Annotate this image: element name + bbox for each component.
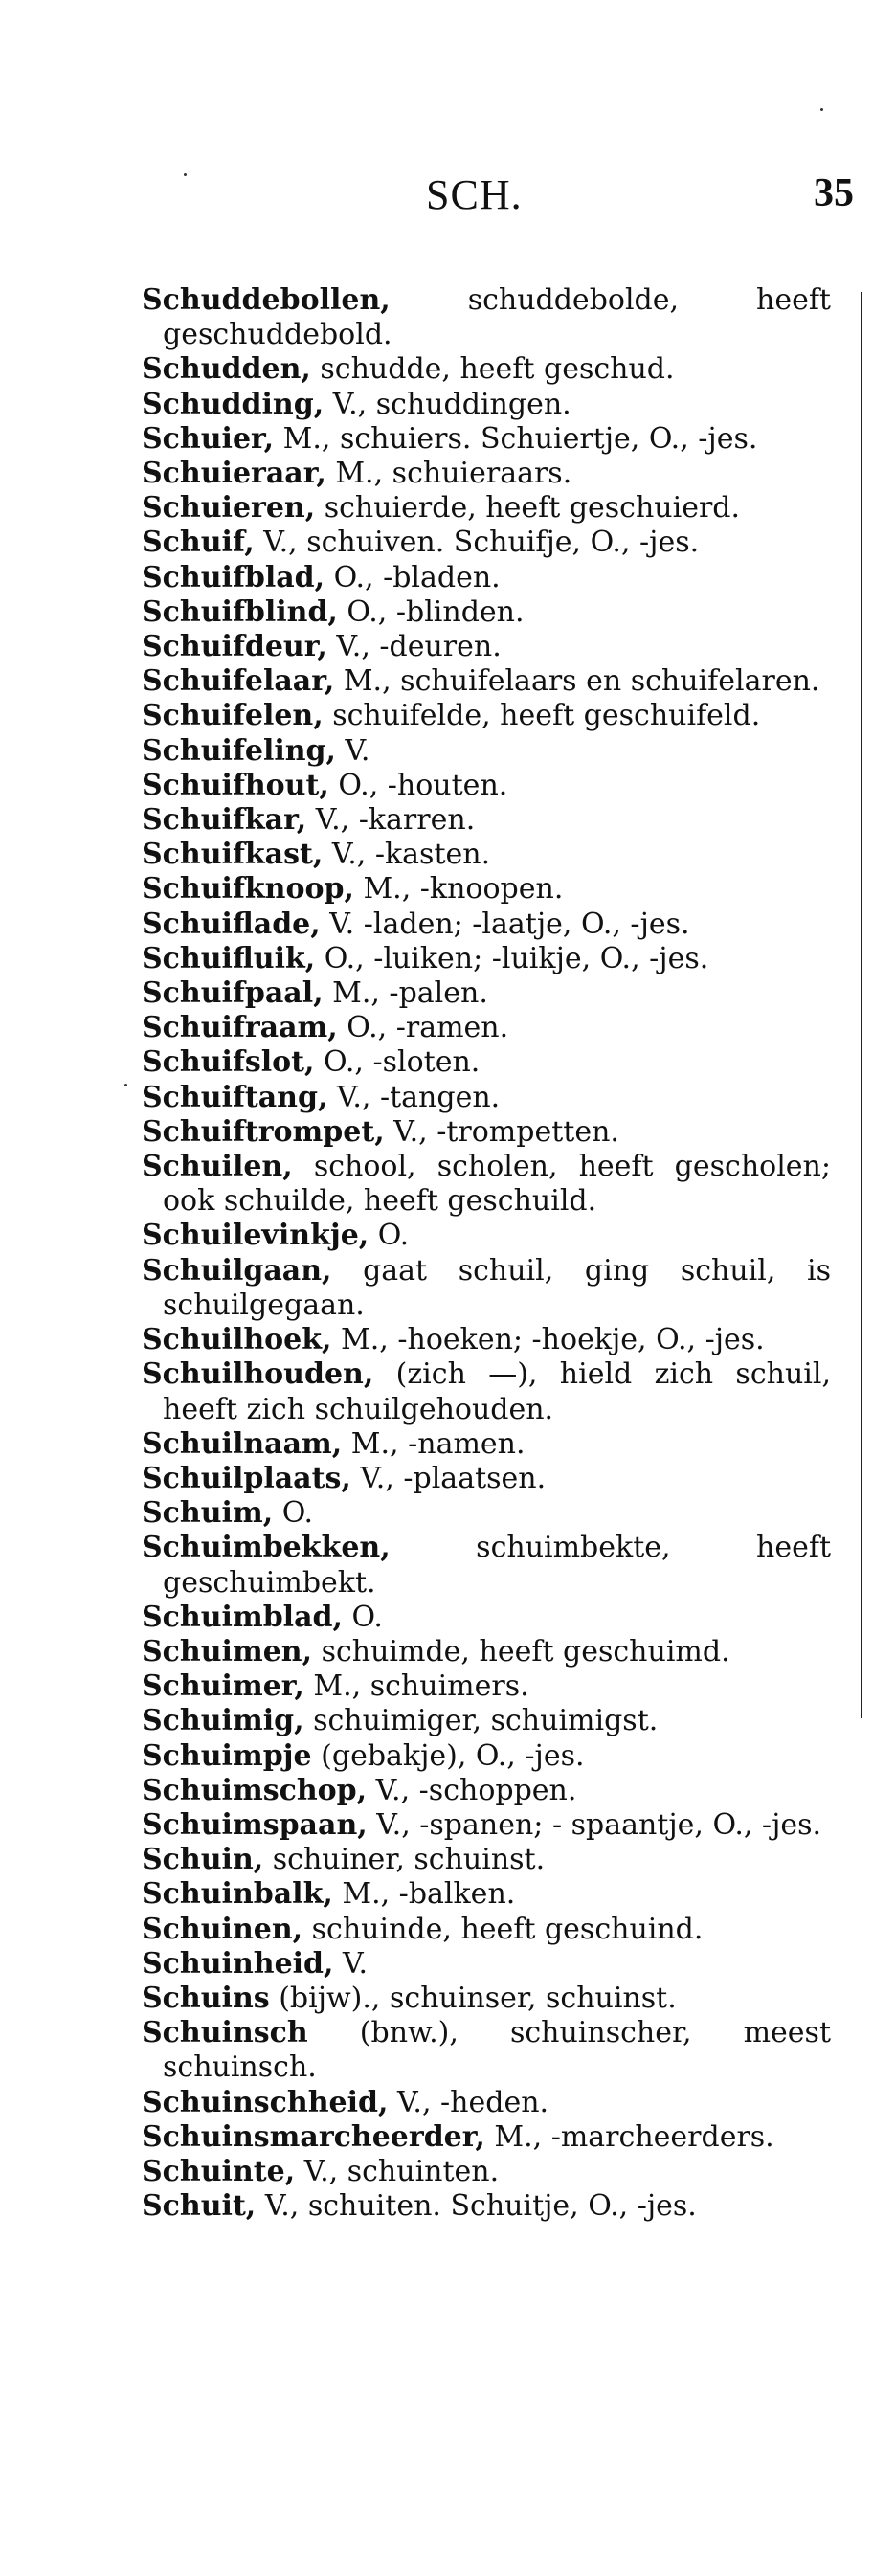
entry-text: schuifelde, heeft geschuifeld. [332, 699, 761, 733]
entry-text: schuierde, heeft geschuierd. [324, 491, 741, 526]
entry-text: (bijw)., schuinser, schuinst. [279, 1981, 677, 2015]
entry-text: O. [377, 1219, 410, 1253]
entry-text: M., schuiers. Schuiertje, O., -jes. [282, 421, 758, 456]
entry-text: V. -laden; -laatje, O., -jes. [329, 907, 690, 941]
entry-headword: Schuifeling, [142, 733, 336, 768]
dictionary-entry [142, 1982, 831, 2016]
entry-text: V. [345, 733, 370, 768]
entry-text: V., schuinten. [303, 2154, 500, 2188]
entry-headword: Schuin, [142, 1843, 264, 1877]
entry-text: (zich —), hield zich schuil, heeft zich schuilgehouden. [163, 1357, 832, 1426]
entry-headword: Schuimblad, [142, 1600, 343, 1634]
entry-text: V., -deuren. [336, 630, 502, 664]
entry-text: O., -blinden. [347, 594, 525, 629]
dictionary-entry [142, 457, 831, 491]
dictionary-entry [142, 664, 831, 699]
dictionary-entry [142, 388, 831, 422]
entry-text: schuimbekte, heeft geschuimbekt. [163, 1531, 831, 1600]
entry-headword: Schuifelaar, [142, 664, 335, 699]
entry-text: (bnw.), schuinscher, meest schuinsch. [163, 2016, 831, 2085]
dictionary-entry [142, 422, 831, 457]
dictionary-entry [142, 872, 831, 907]
dictionary-entry [142, 1843, 831, 1877]
entry-text: V., -karren. [315, 803, 476, 838]
entry-headword: Schuifdeur, [142, 630, 327, 664]
dictionary-entry [142, 1427, 831, 1462]
entry-headword: Schuiflade, [142, 907, 321, 941]
dictionary-entry [142, 1011, 831, 1045]
dictionary-entry [142, 1323, 831, 1357]
dictionary-entry [142, 2086, 831, 2120]
entry-text: O., -sloten. [324, 1045, 481, 1080]
dictionary-entry [142, 1045, 831, 1080]
entry-headword: Schuinsch [142, 2016, 308, 2050]
entry-headword: Schuimig, [142, 1704, 304, 1738]
dictionary-entry [142, 1254, 831, 1323]
dictionary-entry [142, 769, 831, 803]
entry-headword: Schuins [142, 1981, 270, 2015]
page-number: 35 [814, 171, 854, 215]
entry-headword: Schuier, [142, 421, 275, 456]
column-rule [861, 292, 862, 1718]
entry-headword: Schuilplaats, [142, 1461, 351, 1495]
dictionary-entry [142, 561, 831, 595]
dictionary-entry [142, 1947, 831, 1982]
entry-headword: Schuieraar, [142, 457, 326, 491]
dictionary-entry [142, 976, 831, 1011]
print-speck [820, 108, 823, 111]
entry-text: V., -heden. [397, 2085, 549, 2119]
entry-text: V., -spanen; - spaantje, O., -jes. [376, 1807, 822, 1842]
entry-text: schudde, heeft geschud. [320, 352, 675, 387]
entry-headword: Schuimen, [142, 1634, 313, 1669]
dictionary-entry [142, 595, 831, 630]
entry-text: V., schuiven. Schuifje, O., -jes. [263, 526, 700, 560]
entry-text: V., schuddingen. [332, 387, 571, 421]
entry-text: V., -tangen. [336, 1080, 501, 1114]
dictionary-entry [142, 907, 831, 942]
dictionary-entry [142, 2155, 831, 2189]
entry-headword: Schuiftang, [142, 1080, 328, 1114]
entry-text: (gebakje), O., -jes. [321, 1738, 585, 1773]
dictionary-entry [142, 1462, 831, 1496]
entry-headword: Schuinte, [142, 2154, 296, 2188]
entry-headword: Schuiftrompet, [142, 1114, 385, 1149]
dictionary-entry [142, 1219, 831, 1253]
entry-text: O., -luiken; -luikje, O., -jes. [324, 941, 709, 975]
print-speck [124, 1084, 127, 1086]
dictionary-entry [142, 803, 831, 838]
entry-headword: Schuifblind, [142, 594, 338, 629]
entry-text: M., schuieraars. [335, 457, 572, 491]
entry-text: schuiner, schuinst. [272, 1843, 546, 1877]
dictionary-entry-list [142, 283, 831, 2224]
entry-text: V., -schoppen. [375, 1773, 577, 1807]
entry-text: M., -knoopen. [363, 872, 564, 907]
dictionary-entry [142, 1704, 831, 1738]
entry-headword: Schuifpaal, [142, 976, 324, 1011]
entry-text: M., -palen. [332, 976, 488, 1011]
dictionary-entry [142, 1739, 831, 1774]
entry-headword: Schuddebollen, [142, 283, 391, 317]
entry-headword: Schuimschop, [142, 1773, 368, 1807]
entry-text: M., schuifelaars en schuifelaren. [343, 664, 820, 699]
entry-text: M., -balken. [342, 1877, 516, 1912]
entry-headword: Schuilgaan, [142, 1253, 332, 1288]
entry-headword: Schuinsmarcheerder, [142, 2119, 485, 2154]
entry-headword: Schuif, [142, 526, 255, 560]
entry-headword: Schudding, [142, 387, 325, 421]
dictionary-entry [142, 1115, 831, 1150]
dictionary-entry [142, 2189, 831, 2224]
dictionary-entry [142, 699, 831, 733]
dictionary-entry [142, 491, 831, 526]
entry-headword: Schuimpje [142, 1738, 312, 1773]
dictionary-entry [142, 1496, 831, 1531]
entry-headword: Schuit, [142, 2189, 257, 2224]
page-header [0, 170, 873, 228]
entry-headword: Schudden, [142, 352, 311, 387]
entry-headword: Schuifhout, [142, 768, 329, 802]
entry-headword: Schuieren, [142, 491, 316, 526]
dictionary-entry [142, 1669, 831, 1704]
entry-text: gaat schuil, ging schuil, is schuilgegaan. [163, 1253, 831, 1322]
dictionary-entry [142, 2016, 831, 2085]
entry-headword: Schuilhoek, [142, 1323, 332, 1357]
entry-text: schuddebolde, heeft geschuddebold. [163, 283, 831, 352]
dictionary-entry [142, 1913, 831, 1947]
dictionary-entry [142, 1808, 831, 1843]
entry-text: schuinde, heeft geschuind. [311, 1912, 704, 1946]
entry-text: O. [281, 1496, 314, 1531]
entry-headword: Schuilnaam, [142, 1426, 343, 1461]
entry-headword: Schuifslot, [142, 1045, 315, 1080]
entry-text: O., -ramen. [347, 1011, 509, 1045]
entry-headword: Schuilevinkje, [142, 1219, 369, 1253]
dictionary-entry [142, 2120, 831, 2155]
dictionary-entry [142, 942, 831, 976]
entry-headword: Schuifkast, [142, 838, 324, 872]
dictionary-entry [142, 526, 831, 560]
dictionary-entry [142, 734, 831, 769]
dictionary-entry [142, 1635, 831, 1669]
entry-headword: Schuimer, [142, 1669, 304, 1704]
entry-headword: Schuifelen, [142, 699, 324, 733]
dictionary-entry [142, 1150, 831, 1219]
dictionary-entry [142, 630, 831, 664]
entry-headword: Schuinheid, [142, 1946, 334, 1981]
entry-headword: Schuifraam, [142, 1011, 338, 1045]
entry-text: M., schuimers. [313, 1669, 529, 1704]
entry-text: M., -hoeken; -hoekje, O., -jes. [341, 1323, 765, 1357]
dictionary-entry [142, 1877, 831, 1912]
entry-text: O., -houten. [338, 768, 508, 802]
entry-headword: Schuilhouden, [142, 1357, 374, 1392]
running-head: SCH. [426, 171, 523, 218]
entry-headword: Schuimspaan, [142, 1807, 368, 1842]
entry-text: V., -trompetten. [393, 1114, 619, 1149]
entry-text: M., -namen. [350, 1426, 526, 1461]
entry-headword: Schuifkar, [142, 803, 307, 838]
dictionary-entry [142, 1774, 831, 1808]
dictionary-entry [142, 1357, 831, 1426]
dictionary-entry [142, 352, 831, 387]
dictionary-entry [142, 1601, 831, 1635]
dictionary-entry [142, 1531, 831, 1600]
dictionary-entry [142, 1081, 831, 1115]
entry-headword: Schuilen, [142, 1150, 293, 1184]
entry-headword: Schuinen, [142, 1912, 303, 1946]
entry-text: schuimde, heeft geschuimd. [321, 1634, 730, 1669]
entry-headword: Schuim, [142, 1496, 274, 1531]
entry-headword: Schuifknoop, [142, 872, 354, 907]
dictionary-entry [142, 838, 831, 872]
print-speck [184, 173, 187, 176]
entry-headword: Schuinbalk, [142, 1877, 333, 1912]
entry-headword: Schuifblad, [142, 560, 325, 594]
entry-headword: Schuinschheid, [142, 2085, 389, 2119]
entry-text: M., -marcheerders. [494, 2119, 774, 2154]
dictionary-entry [142, 283, 831, 352]
entry-headword: Schuimbekken, [142, 1531, 391, 1565]
entry-text: V., schuiten. Schuitje, O., -jes. [264, 2189, 697, 2224]
entry-text: V., -plaatsen. [360, 1461, 547, 1495]
entry-headword: Schuifluik, [142, 941, 316, 975]
entry-text: O. [351, 1600, 383, 1634]
entry-text: V. [343, 1946, 368, 1981]
entry-text: V., -kasten. [331, 838, 491, 872]
entry-text: school, scholen, heeft gescholen; ook schuilde, heeft geschuild. [163, 1150, 831, 1219]
entry-text: schuimiger, schuimigst. [313, 1704, 659, 1738]
entry-text: O., -bladen. [333, 560, 501, 594]
